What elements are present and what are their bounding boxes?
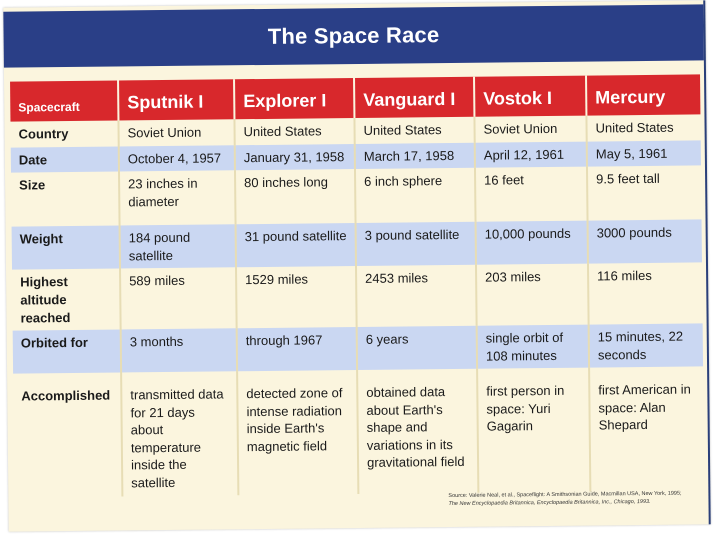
table-cell: 116 miles — [588, 263, 703, 325]
table-cell: 80 inches long — [235, 169, 356, 224]
table-row — [11, 166, 702, 227]
table-cell: first American in space: Alan Shepard — [589, 367, 704, 491]
column-header: Explorer I — [234, 78, 354, 120]
table-cell: 6 years — [357, 326, 477, 370]
table-cell: 10,000 pounds — [476, 221, 588, 265]
table-cell: 15 minutes, 22 seconds — [589, 324, 703, 368]
table-cell: 31 pound satellite — [236, 223, 356, 267]
table-cell: transmitted data for 21 days about temperature inside the satellite — [121, 371, 238, 495]
source-line: The New Encyclopaedia Britannica, Encyclopaedia Britannica, Inc., Chicago, 1993. — [448, 498, 651, 508]
table-cell: United States — [354, 117, 474, 144]
table-cell: May 5, 1961 — [587, 140, 701, 167]
table-cell: 184 pound satellite — [120, 225, 236, 269]
table-row — [13, 367, 704, 498]
table-cell: Soviet Union — [474, 116, 586, 143]
table-cell: March 17, 1958 — [355, 143, 475, 170]
table-row — [12, 220, 702, 270]
table-cell: 203 miles — [476, 264, 589, 326]
space-race-table — [10, 74, 704, 497]
table-cell: 3000 pounds — [588, 220, 702, 264]
row-label: Accomplished — [21, 387, 111, 404]
table-cell: 6 inch sphere — [355, 168, 476, 223]
column-header: Mercury — [586, 74, 700, 115]
table-cell: 3 pound satellite — [356, 222, 476, 266]
row-label: Size — [19, 177, 46, 193]
table-row — [13, 324, 703, 374]
column-header: Vanguard I — [354, 77, 474, 119]
table-cell: January 31, 1958 — [235, 144, 355, 171]
document-page — [3, 0, 710, 531]
table-cell: United States — [234, 118, 354, 145]
source-citation — [448, 490, 704, 509]
table-cell: United States — [586, 115, 700, 142]
table-cell: through 1967 — [237, 327, 357, 371]
table-cell: Soviet Union — [118, 120, 234, 147]
corner-header: Spacecraft — [10, 80, 118, 121]
table-cell: 9.5 feet tall — [587, 166, 702, 221]
column-header: Vostok I — [474, 76, 586, 117]
table-cell: first person in space: Yuri Gagarin — [477, 368, 590, 492]
row-label: Weight — [12, 226, 120, 270]
column-header: Sputnik I — [118, 79, 234, 121]
table-cell: 589 miles — [120, 268, 237, 330]
table-cell: single orbit of 108 minutes — [477, 325, 589, 369]
page-title: The Space Race — [3, 4, 704, 67]
source-line: Source: Valerie Neal, et al., Spaceflight: A Smithsonian Guide, Macmillan USA, New York, 1995; — [448, 490, 682, 500]
row-label: Date — [11, 146, 119, 173]
table-cell: 23 inches in diameter — [119, 171, 236, 226]
row-label: Country — [18, 126, 69, 142]
table-cell: 16 feet — [475, 167, 588, 222]
row-label: Highest altitude reached — [20, 274, 71, 326]
table-cell: October 4, 1957 — [119, 145, 235, 172]
table-cell: 3 months — [121, 328, 237, 372]
table-cell: 2453 miles — [356, 265, 477, 327]
table-row — [12, 263, 703, 331]
table-cell: obtained data about Earth's shape and variations in its gravitational field — [357, 369, 478, 494]
table-cell: 1529 miles — [236, 266, 357, 328]
table-cell: April 12, 1961 — [475, 141, 587, 168]
row-label: Orbited for — [13, 330, 121, 374]
table-cell: detected zone of intense radiation inside Earth's magnetic field — [237, 370, 358, 495]
